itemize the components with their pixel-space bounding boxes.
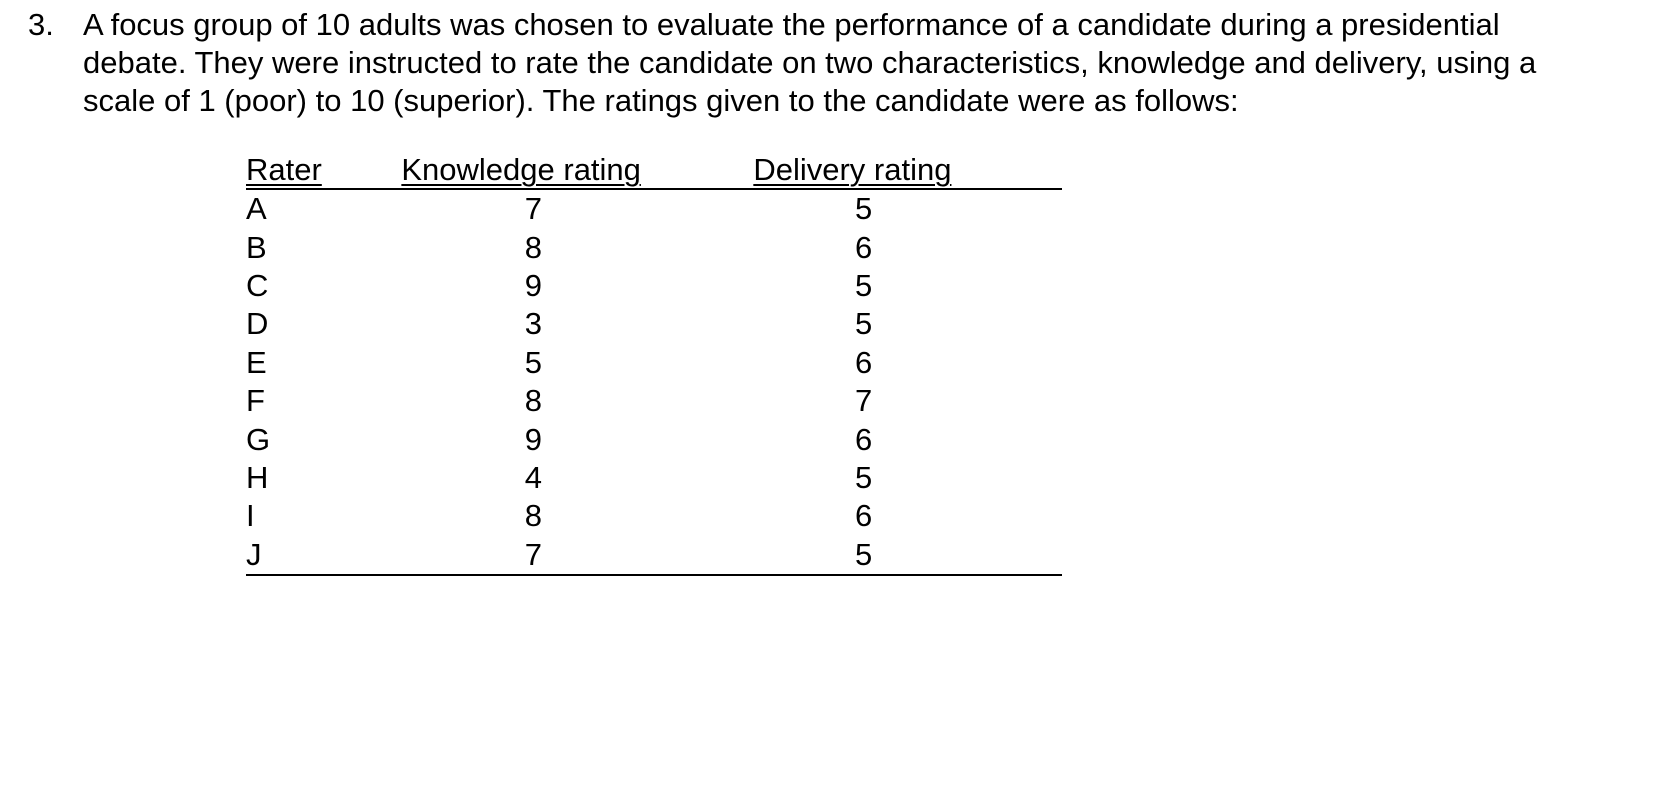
table-row (246, 344, 1062, 382)
problem-statement (28, 6, 1658, 120)
rater-cell: C (246, 267, 269, 303)
rater-cell: I (246, 498, 255, 534)
delivery-rating-cell: 6 (855, 498, 873, 534)
problem-line-3: scale of 1 (poor) to 10 (superior). The ratings given to the candidate were as follows: (83, 83, 1239, 118)
table-row (246, 189, 1062, 228)
knowledge-rating-cell: 7 (401, 536, 665, 575)
header-delivery-rating: Delivery rating (665, 152, 1062, 189)
delivery-rating-cell: 6 (855, 229, 873, 265)
table-row (246, 267, 1062, 305)
table-header-row (246, 152, 1062, 189)
knowledge-rating-cell: 9 (524, 421, 542, 457)
delivery-rating-cell: 6 (855, 421, 873, 457)
table-row (246, 382, 1062, 420)
table-row (246, 497, 1062, 535)
table-row (246, 536, 1062, 575)
delivery-rating-cell: 5 (665, 536, 1062, 575)
knowledge-rating-cell: 8 (524, 498, 542, 534)
rater-cell: E (246, 344, 267, 380)
problem-line-1: A focus group of 10 adults was chosen to evaluate the performance of a candidate during a presidential (83, 7, 1500, 42)
table-row (246, 228, 1062, 266)
rater-cell: G (246, 421, 271, 457)
rater-cell: J (246, 536, 401, 575)
knowledge-rating-cell: 8 (524, 383, 542, 419)
ratings-table (246, 152, 1062, 576)
knowledge-rating-cell: 3 (524, 306, 542, 342)
header-knowledge-rating: Knowledge rating (401, 152, 665, 189)
delivery-rating-cell: 6 (855, 344, 873, 380)
delivery-rating-cell: 7 (855, 383, 873, 419)
problem-line-2: debate. They were instructed to rate the candidate on two characteristics, knowledge and delivery, using a (83, 45, 1537, 80)
knowledge-rating-cell: 5 (524, 344, 542, 380)
table-row (246, 459, 1062, 497)
rater-cell: H (246, 459, 269, 495)
delivery-rating-cell: 5 (855, 267, 873, 303)
table-row (246, 305, 1062, 343)
delivery-rating-cell: 5 (855, 191, 873, 227)
rater-cell: B (246, 229, 267, 265)
table-row (246, 420, 1062, 458)
rater-cell: D (246, 306, 269, 342)
header-rater: Rater (246, 152, 401, 189)
knowledge-rating-cell: 8 (524, 229, 542, 265)
delivery-rating-cell: 5 (855, 459, 873, 495)
table-body (246, 189, 1062, 575)
problem-text (83, 6, 1658, 120)
delivery-rating-cell: 5 (855, 306, 873, 342)
problem-number: 3. (28, 7, 54, 42)
knowledge-rating-cell: 7 (524, 191, 542, 227)
knowledge-rating-cell: 4 (524, 459, 542, 495)
rater-cell: F (246, 383, 265, 419)
knowledge-rating-cell: 9 (524, 267, 542, 303)
rater-cell: A (246, 191, 267, 227)
